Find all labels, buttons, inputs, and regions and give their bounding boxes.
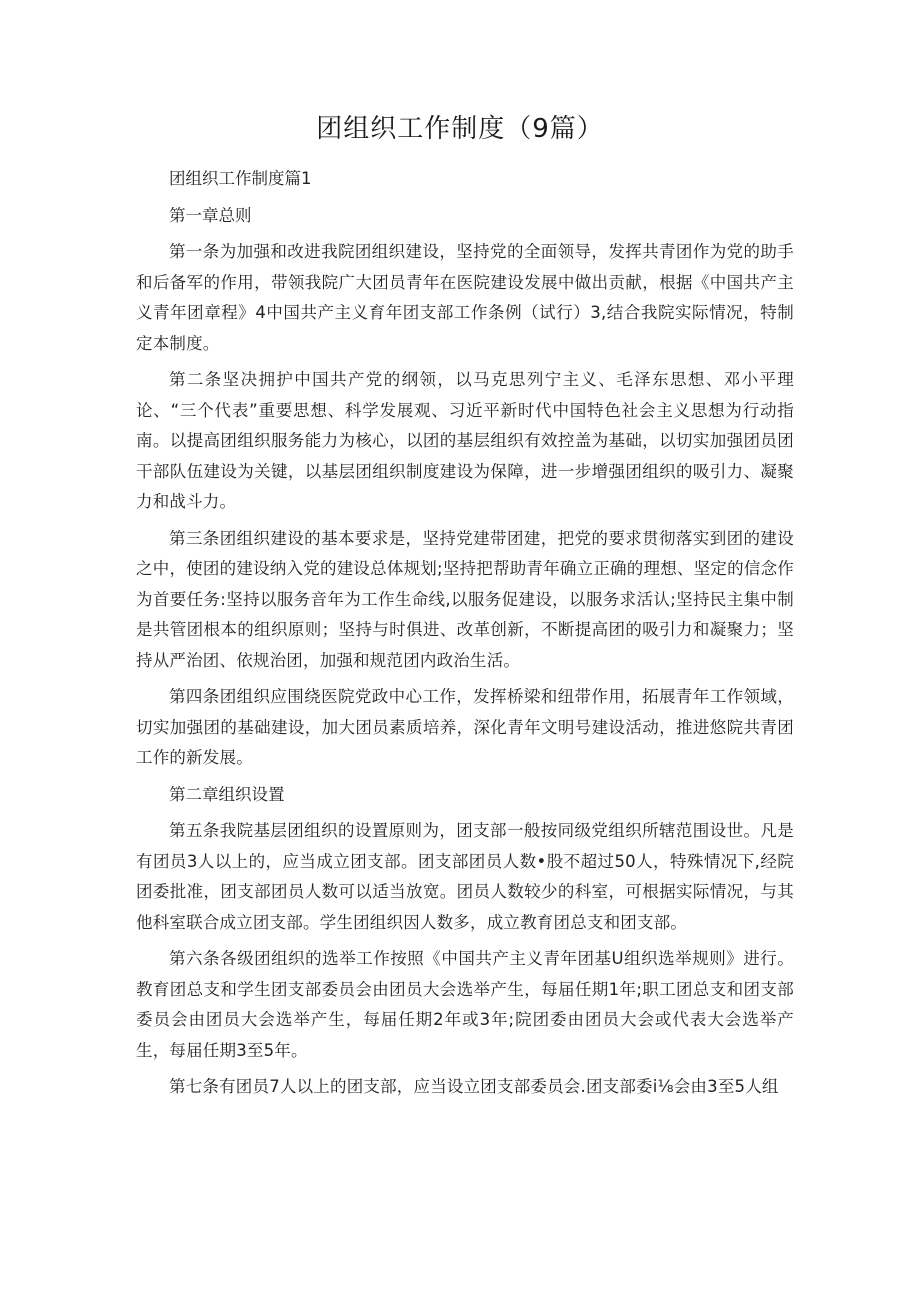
article-paragraph: 第七条有团员7人以上的团支部，应当设立团支部委员会.团支部委i⅛会由3至5人组 (169, 1077, 779, 1096)
article-paragraph: 第六条各级团组织的选举工作按照《中国共产主义青年团基U组织选举规则》进行。教育团总支和学生团支部委员会由团员大会选举产生，每届任期1年;职工团总支和团支部委员会由团员大会选举产生，每届任期2年或3年;院团委由团员大会或代表大会选举产生，每届任期3至5年。 (136, 949, 794, 1060)
article-paragraph: 第四条团组织应围绕医院党政中心工作，发挥桥梁和纽带作用，拓展青年工作领域，切实加强团的基础建设，加大团员素质培养，深化青年文明号建设活动，推进悠院共青团工作的新发展。 (136, 687, 794, 767)
chapter-heading: 第二章组织设置 (169, 784, 285, 804)
article-paragraph: 第三条团组织建设的基本要求是，坚持党建带团建，把党的要求贯彻落实到团的建设之中，使团的建设纳入党的建设总体规划;坚持把帮助青年确立正确的理想、坚定的信念作为首要任务:坚持以服务音年为工作生命线,以服务促建设，以服务求活认;坚持民主集中制是共管团根本的组织原则；坚持与时俱进、改革创新，不断提高团的吸引力和凝聚力；坚持从严治团、依规治团，加强和规范团内政治生活。 (136, 528, 794, 670)
article-paragraph: 第二条坚决拥护中国共产党的纲领，以马克思列宁主义、毛泽东思想、邓小平理论、“三个代表”重要思想、科学发展观、习近平新时代中国特色社会主义思想为行动指南。以提高团组织服务能力为核心，以团的基层组织有效控盖为基础，以切实加强团员团干部队伍建设为关键，以基层团组织制度建设为保障，进一步增强团组织的吸引力、凝聚力和战斗力。 (136, 370, 794, 511)
document-title: 团组织工作制度（9篇） (316, 114, 604, 144)
document-body (136, 164, 794, 1109)
section-title: 团组织工作制度篇1 (169, 169, 312, 188)
chapter-heading: 第一章总则 (169, 205, 252, 225)
article-paragraph: 第一条为加强和改进我院团组织建设，坚持党的全面领导，发挥共青团作为党的助手和后备军的作用，带领我院广大团员青年在医院建设发展中做出贡献，根据《中国共产主义青年团章程》4中国共产主义育年团支部工作条例（试行）3,结合我院实际情况，特制定本制度。 (136, 242, 794, 353)
article-paragraph: 第五条我院基层团组织的设置原则为，团支部一般按同级党组织所辖范围设世。凡是有团员3人以上的，应当成立团支部。团支部团员人数•股不超过50人，特殊情况下,经院团委批准，团支部团员人数可以适当放宽。团员人数较少的科室，可根据实际情况，与其他科室联合成立团支部。学生团组织因人数多，成立教育团总支和团支部。 (136, 821, 794, 932)
